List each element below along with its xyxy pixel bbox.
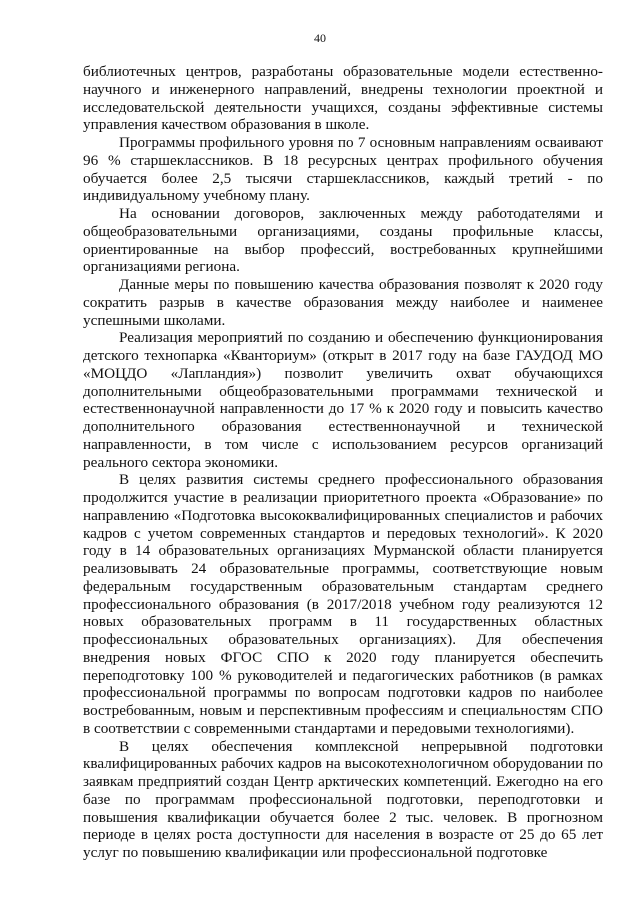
paragraph-kvantorium: Реализация мероприятий по созданию и обеспечению функционирования детского технопарка «Кванториум» (открыт в 2017 году на базе ГАУДОД МО «МОЦДО «Лапландия») позволит увеличить охват обучающихся дополнительными общеобразовательными программами технической и естественнонаучной направленности до 17 % к 2020 году и повысить качество дополнительного образования естественнонаучной и технической направленности, в том числе с использованием ресурсов организаций реального сектора экономики. <box>83 329 603 471</box>
paragraph-employer-contracts: На основании договоров, заключенных между работодателями и общеобразовательными организациями, созданы профильные классы, ориентированные на выбор профессий, востребованных крупнейшими организациями региона. <box>83 205 603 276</box>
body-text <box>83 63 603 862</box>
paragraph-arctic-competence-center: В целях обеспечения комплексной непрерывной подготовки квалифицированных рабочих кадров на высокотехнологичном оборудовании по заявкам предприятий создан Центр арктических компетенций. Ежегодно на его базе по программам профессиональной подготовки, переподготовки и повышения квалификации обучается более 2 тыс. человек. В прогнозном периоде в целях роста доступности для населения в возрасте от 25 до 65 лет услуг по повышению квалификации или профессиональной подготовке <box>83 737 603 861</box>
paragraph-continued: библиотечных центров, разработаны образовательные модели естественно-научного и инженерного направлений, внедрены технологии проектной и исследовательской деятельности учащихся, созданы эффективные системы управления качеством образования в школе. <box>83 63 603 134</box>
paragraph-quality-measures: Данные меры по повышению качества образования позволят к 2020 году сократить разрыв в качестве образования между наиболее и наименее успешными школами. <box>83 276 603 329</box>
paragraph-vocational-education: В целях развития системы среднего профессионального образования продолжится участие в реализации приоритетного проекта «Образование» по направлению «Подготовка высококвалифицированных специалистов и рабочих кадров с учетом современных стандартов и передовых технологий». К 2020 году в 14 образовательных организациях Мурманской области планируется реализовывать 24 образовательные программы, соответствующие новым федеральным государственным образовательным стандартам среднего профессионального образования (в 2017/2018 учебном году реализуются 12 новых образовательных программ в 11 государственных областных профессиональных образовательных организациях). Для обеспечения внедрения новых ФГОС СПО к 2020 году планируется обеспечить переподготовку 100 % руководителей и педагогических работников (в рамках профессиональной программы по вопросам подготовки кадров по наиболее востребованным, новым и перспективным профессиям и специальностям СПО в соответствии с современными стандартами и передовыми технологиями). <box>83 471 603 737</box>
paragraph-profile-programs: Программы профильного уровня по 7 основным направлениям осваивают 96 % старшеклассников. В 18 ресурсных центрах профильного обучения обучается более 2,5 тысячи старшеклассников, каждый третий - по индивидуальному учебному плану. <box>83 134 603 205</box>
page-number: 40 <box>314 31 326 45</box>
